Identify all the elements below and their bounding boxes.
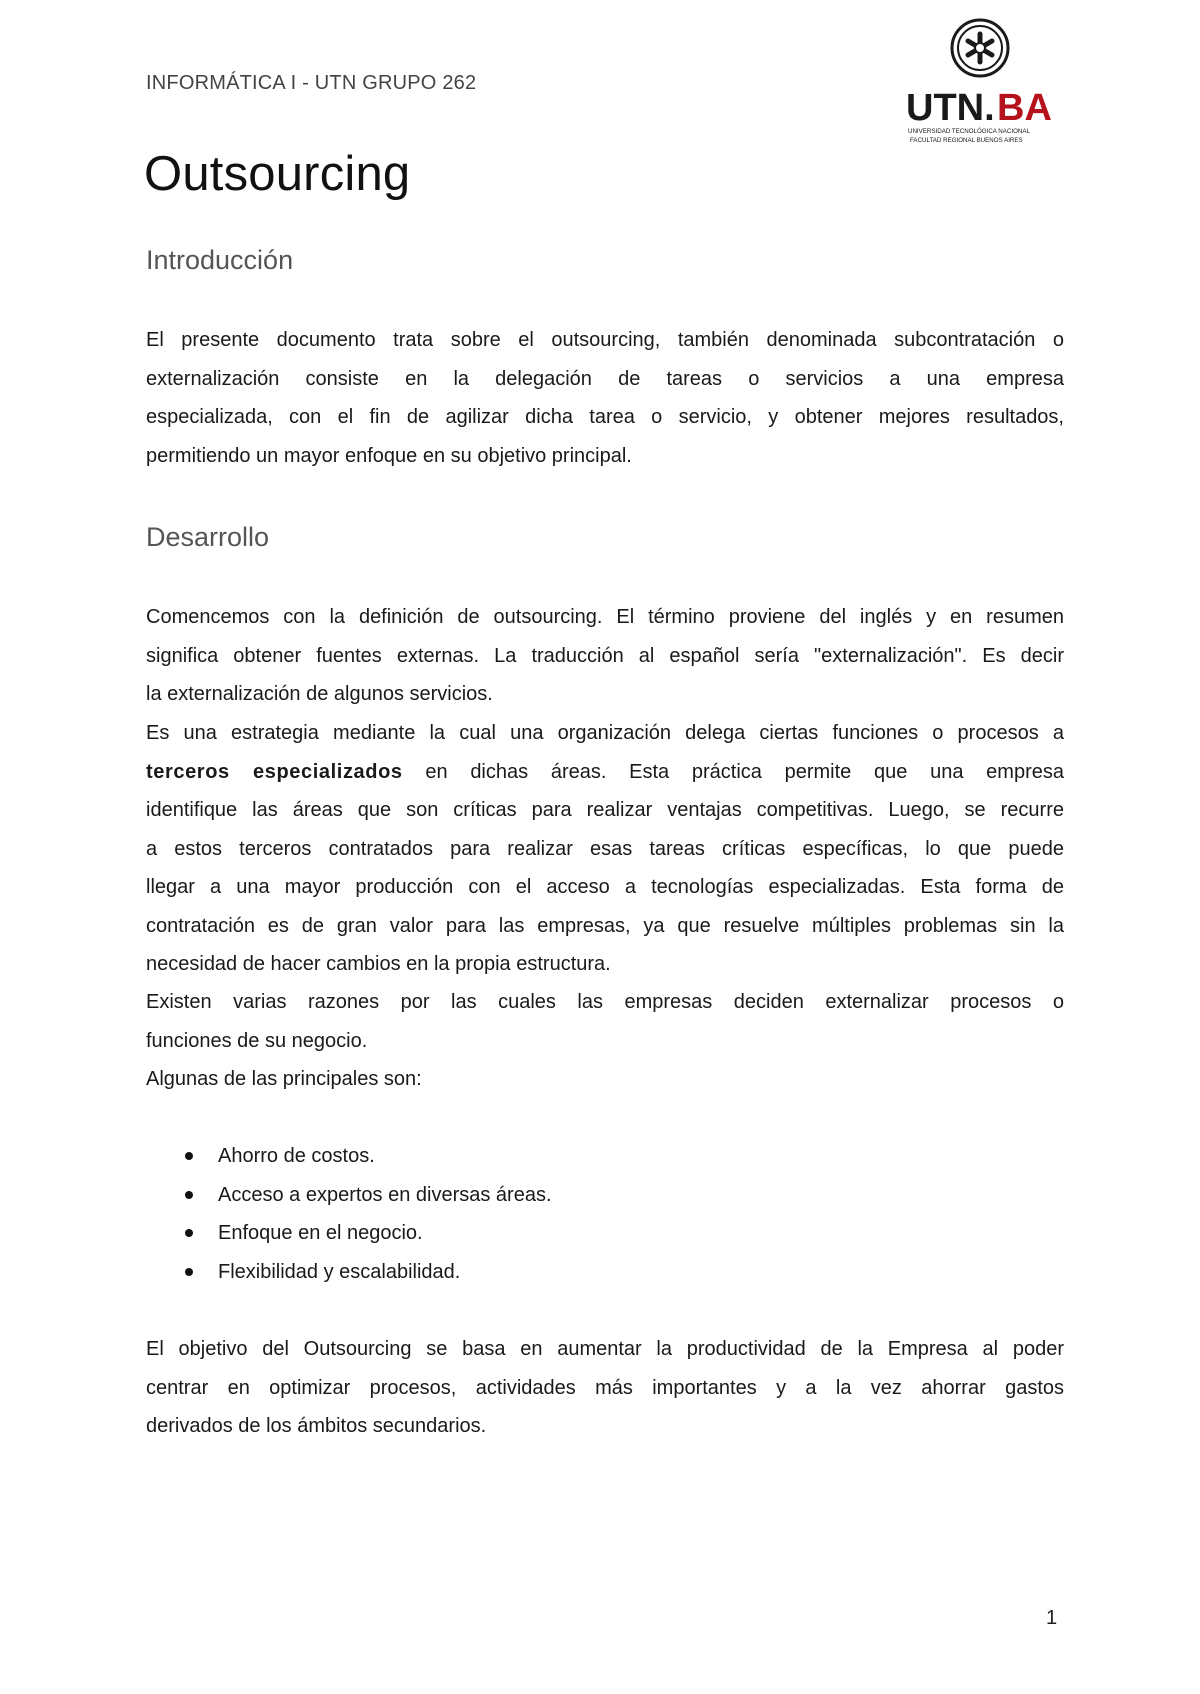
reasons-list <box>146 1137 552 1291</box>
list-item-text: Acceso a expertos en diversas áreas. <box>218 1183 552 1206</box>
text-line: contratación es de gran valor para las empresas, ya que resuelve múltiples problemas sin la <box>146 914 1064 937</box>
logo-subtitle-2: FACULTAD REGIONAL BUENOS AIRES <box>910 137 1023 144</box>
logo-name-part1: UTN. <box>906 87 995 129</box>
text-line: Algunas de las principales son: <box>146 1068 422 1090</box>
text-line: funciones de su negocio. <box>146 1029 368 1052</box>
course-header: INFORMÁTICA I - UTN GRUPO 262 <box>146 72 477 94</box>
utn-logo <box>900 16 1060 146</box>
list-item <box>146 1253 552 1292</box>
desarrollo-paragraph-1 <box>146 598 1064 714</box>
text-line: permitiendo un mayor enfoque en su objetivo principal. <box>146 444 632 467</box>
section-heading-intro: Introducción <box>146 245 294 275</box>
desarrollo-paragraph-4 <box>146 1060 1064 1099</box>
text-line: a estos terceros contratados para realizar esas tareas críticas específicas, lo que puede <box>146 837 1064 860</box>
text-line: El objetivo del Outsourcing se basa en aumentar la productividad de la Empresa al poder <box>146 1338 1064 1360</box>
intro-paragraph <box>146 321 1064 475</box>
logo-name-part2: BA <box>997 87 1052 129</box>
bullet-icon <box>185 1268 193 1276</box>
text-line: El presente documento trata sobre el outsourcing, también denominada subcontratación o <box>146 329 1064 351</box>
text-line: la externalización de algunos servicios. <box>146 683 493 705</box>
desarrollo-paragraph-2 <box>146 714 1064 984</box>
text-line-mixed <box>146 753 1064 792</box>
text-line: significa obtener fuentes externas. La traducción al español sería "externalización". Es decir <box>146 644 1064 667</box>
bullet-icon <box>185 1191 193 1199</box>
page-title: Outsourcing <box>144 147 411 201</box>
list-item <box>146 1176 552 1215</box>
list-item-text: Ahorro de costos. <box>218 1145 375 1167</box>
list-item <box>146 1214 552 1253</box>
logo-subtitle-1: UNIVERSIDAD TECNOLÓGICA NACIONAL <box>908 128 1030 135</box>
text-line: llegar a una mayor producción con el acceso a tecnologías especializadas. Esta forma de <box>146 876 1064 898</box>
text-line: centrar en optimizar procesos, actividades más importantes y a la vez ahorrar gastos <box>146 1376 1064 1399</box>
bold-term: terceros especializados <box>146 760 403 783</box>
text-fragment: en dichas áreas. Esta práctica permite que una empresa <box>402 760 1064 783</box>
section-heading-desarrollo: Desarrollo <box>146 522 270 552</box>
list-item-text: Flexibilidad y escalabilidad. <box>218 1260 461 1283</box>
desarrollo-paragraph-5 <box>146 1330 1064 1446</box>
text-line: externalización consiste en la delegación de tareas o servicios a una empresa <box>146 367 1064 390</box>
page-number: 1 <box>1046 1607 1058 1629</box>
list-item-text: Enfoque en el negocio. <box>218 1222 423 1244</box>
text-line: especializada, con el fin de agilizar dicha tarea o servicio, y obtener mejores resultados, <box>146 406 1064 428</box>
bullet-icon <box>185 1152 193 1160</box>
desarrollo-paragraph-3 <box>146 983 1064 1060</box>
text-line: identifique las áreas que son críticas para realizar ventajas competitivas. Luego, se recurre <box>146 799 1064 821</box>
list-item <box>146 1137 552 1176</box>
text-line: necesidad de hacer cambios en la propia estructura. <box>146 953 611 975</box>
utn-emblem-icon <box>900 16 1060 146</box>
text-line: Existen varias razones por las cuales las empresas deciden externalizar procesos o <box>146 991 1064 1013</box>
text-line: Es una estrategia mediante la cual una organización delega ciertas funciones o procesos a <box>146 722 1064 744</box>
bullet-icon <box>185 1229 193 1237</box>
text-line: derivados de los ámbitos secundarios. <box>146 1415 487 1437</box>
text-line: Comencemos con la definición de outsourcing. El término proviene del inglés y en resumen <box>146 606 1064 628</box>
